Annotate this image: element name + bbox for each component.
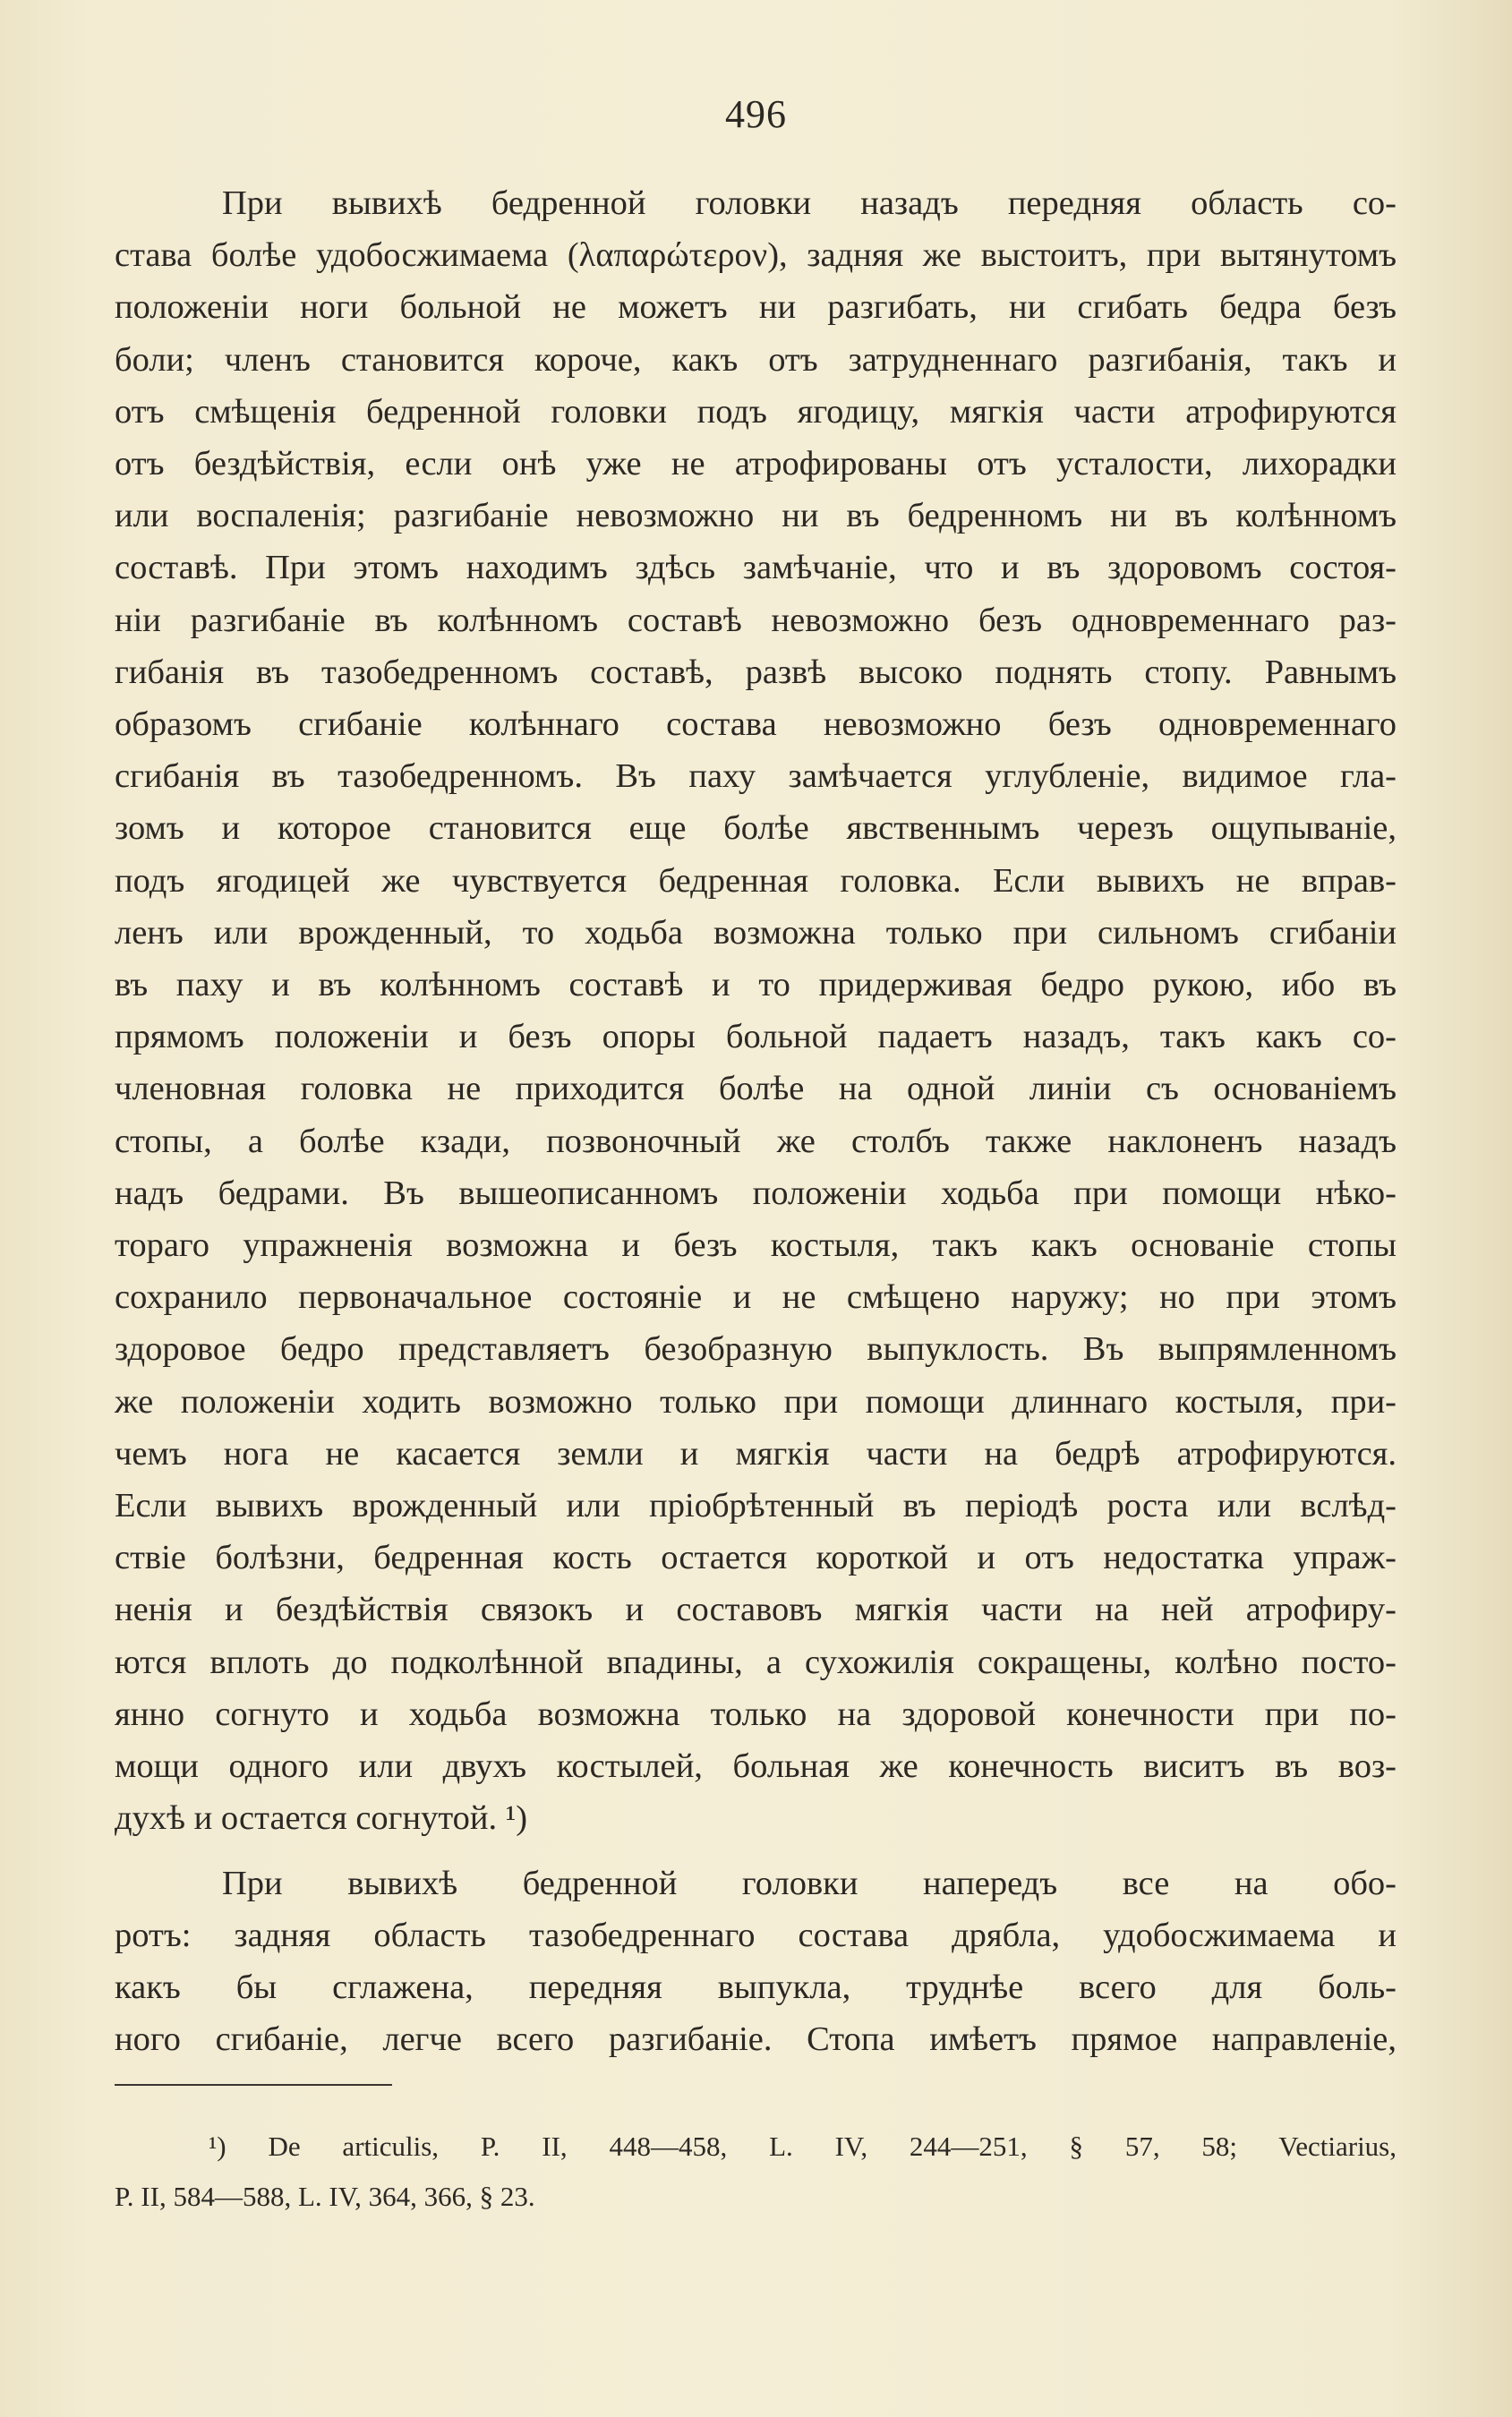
text-line: При вывихѣ бедренной головки назадъ передняя область со- xyxy=(222,184,1397,222)
text-line: тораго упражненія возможна и безъ костыля, такъ какъ основаніе стопы xyxy=(115,1226,1397,1265)
text-line: янно согнуто и ходьба возможна только на здоровой конечности при по- xyxy=(115,1695,1397,1733)
text-line: зомъ и которое становится еще болѣе явственнымъ черезъ ощупываніе, xyxy=(115,809,1397,848)
footnote-line: ¹) De articulis, P. II, 448—458, L. IV, 244—251, § 57, 58; Vectiarius, xyxy=(209,2131,1397,2162)
text-line: же положеніи ходить возможно только при помощи длиннаго костыля, при- xyxy=(115,1382,1397,1421)
text-line: ротъ: задняя область тазобедреннаго состава дрябла, удобосжимаема и xyxy=(115,1916,1397,1954)
text-line: ленъ или врожденный, то ходьба возможна только при сильномъ сгибаніи xyxy=(115,913,1397,952)
text-line: ного сгибаніе, легче всего разгибаніе. Стопа имѣетъ прямое направленіе, xyxy=(115,2020,1397,2059)
text-line: духѣ и остается согнутой. ¹) xyxy=(115,1799,528,1838)
text-line: прямомъ положеніи и безъ опоры больной падаетъ назадъ, такъ какъ со- xyxy=(115,1018,1397,1056)
footnote-line: P. II, 584—588, L. IV, 364, 366, § 23. xyxy=(115,2181,535,2212)
paragraph-2 xyxy=(115,1858,1397,2066)
text-line: въ паху и въ колѣнномъ составѣ и то придерживая бедро рукою, ибо въ xyxy=(115,966,1397,1004)
body-text xyxy=(115,177,1397,2065)
text-line: какъ бы сглажена, передняя выпукла, труднѣе всего для боль- xyxy=(115,1968,1397,2006)
text-line: ненія и бездѣйствія связокъ и составовъ мягкія части на ней атрофиру- xyxy=(115,1591,1397,1629)
text-line: положеніи ноги больной не можетъ ни разгибать, ни сгибать бедра безъ xyxy=(115,288,1397,327)
page-number: 496 xyxy=(725,92,787,136)
text-line: Если вывихъ врожденный или пріобрѣтенный въ періодѣ роста или вслѣд- xyxy=(115,1487,1397,1525)
text-line: ствіе болѣзни, бедренная кость остается короткой и отъ недостатка упраж- xyxy=(115,1539,1397,1577)
text-line: боли; членъ становится короче, какъ отъ затрудненнаго разгибанія, такъ и xyxy=(115,340,1397,379)
text-line: стопы, а болѣе кзади, позвоночный же столбъ также наклоненъ назадъ xyxy=(115,1122,1397,1160)
text-line: сохранило первоначальное состояніе и не смѣщено наружу; но при этомъ xyxy=(115,1278,1397,1317)
text-line: или воспаленія; разгибаніе невозможно ни въ бедренномъ ни въ колѣнномъ xyxy=(115,497,1397,535)
text-line: членовная головка не приходится болѣе на одной линіи съ основаніемъ xyxy=(115,1070,1397,1108)
text-line: ются вплоть до подколѣнной впадины, а сухожилія сокращены, колѣно посто- xyxy=(115,1643,1397,1681)
footnote xyxy=(115,2122,1397,2222)
text-line: образомъ сгибаніе колѣннаго состава невозможно безъ одновременнаго xyxy=(115,705,1397,744)
text-line: ніи разгибаніе въ колѣнномъ составѣ невозможно безъ одновременнаго раз- xyxy=(115,601,1397,639)
text-line: отъ бездѣйствія, если онѣ уже не атрофированы отъ усталости, лихорадки xyxy=(115,445,1397,483)
text-line: чемъ нога не касается земли и мягкія части на бедрѣ атрофируются. xyxy=(115,1434,1397,1473)
text-line: здоровое бедро представляетъ безобразную выпуклость. Въ выпрямленномъ xyxy=(115,1330,1397,1369)
footnote-divider xyxy=(115,2084,392,2086)
text-line: става болѣе удобосжимаема (λαπαρώτερον), задняя же выстоитъ, при вытянутомъ xyxy=(115,236,1397,275)
text-line: отъ смѣщенія бедренной головки подъ ягодицу, мягкія части атрофируются xyxy=(115,392,1397,431)
text-line: мощи одного или двухъ костылей, больная же конечность виситъ въ воз- xyxy=(115,1747,1397,1786)
text-line: сгибанія въ тазобедренномъ. Въ паху замѣчается углубленіе, видимое гла- xyxy=(115,757,1397,796)
text-line: составѣ. При этомъ находимъ здѣсь замѣчаніе, что и въ здоровомъ состоя- xyxy=(115,549,1397,587)
text-line: При вывихѣ бедренной головки напередъ все на обо- xyxy=(222,1864,1397,1902)
text-line: гибанія въ тазобедренномъ составѣ, развѣ высоко поднять стопу. Равнымъ xyxy=(115,653,1397,691)
text-line: надъ бедрами. Въ вышеописанномъ положеніи ходьба при помощи нѣко- xyxy=(115,1174,1397,1212)
text-line: подъ ягодицей же чувствуется бедренная головка. Если вывихъ не вправ- xyxy=(115,861,1397,900)
paragraph-1 xyxy=(115,177,1397,1845)
